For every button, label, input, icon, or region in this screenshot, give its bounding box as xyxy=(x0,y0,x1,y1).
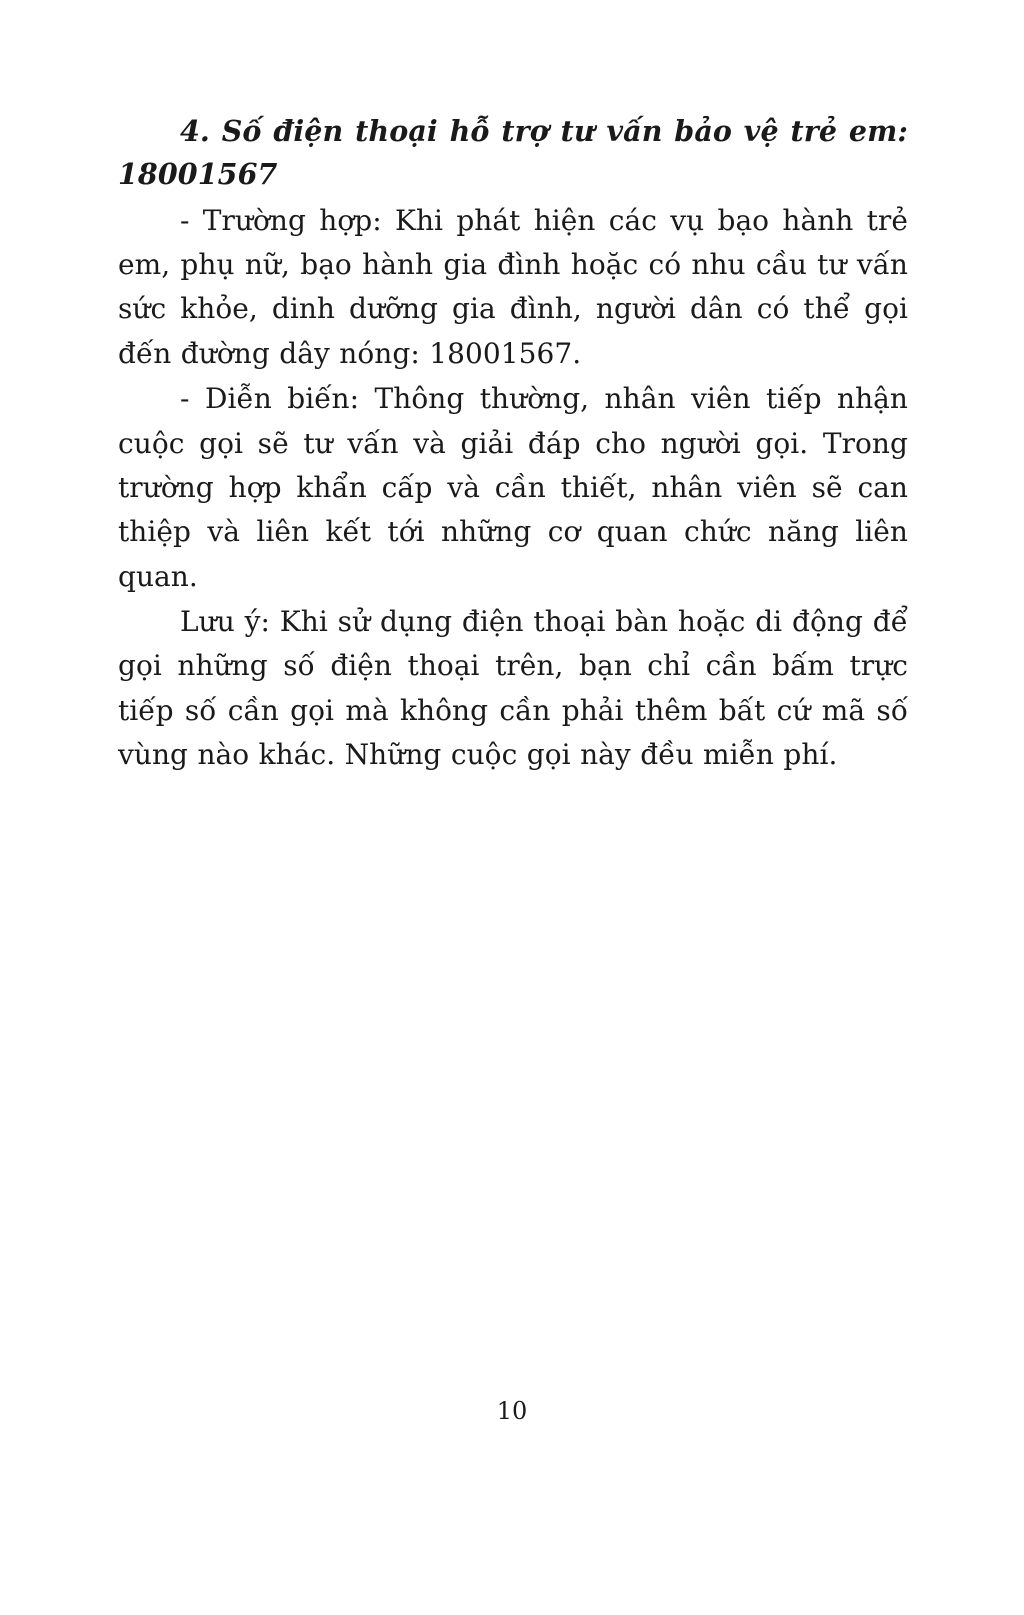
section-hotline-number: 18001567 xyxy=(118,157,278,192)
section-heading xyxy=(118,110,908,197)
page-content xyxy=(118,110,908,778)
page-number: 10 xyxy=(496,1397,528,1425)
paragraph-note: Lưu ý: Khi sử dụng điện thoại bàn hoặc di động để gọi những số điện thoại trên, bạn chỉ cần bấm trực tiếp số cần gọi mà không cần phải thêm bất cứ mã số vùng nào khác. Những cuộc gọi này đều miễn phí. xyxy=(118,605,908,772)
paragraph-process: - Diễn biến: Thông thường, nhân viên tiếp nhận cuộc gọi sẽ tư vấn và giải đáp cho người gọi. Trong trường hợp khẩn cấp và cần thiết, nhân viên sẽ can thiệp và liên kết tới những cơ quan chức năng liên quan. xyxy=(118,382,908,593)
paragraph-case: - Trường hợp: Khi phát hiện các vụ bạo hành trẻ em, phụ nữ, bạo hành gia đình hoặc có nhu cầu tư vấn sức khỏe, dinh dưỡng gia đình, người dân có thể gọi đến đường dây nóng: 18001567. xyxy=(118,203,908,370)
section-heading-text: 4. Số điện thoại hỗ trợ tư vấn bảo vệ trẻ em: xyxy=(180,114,908,148)
